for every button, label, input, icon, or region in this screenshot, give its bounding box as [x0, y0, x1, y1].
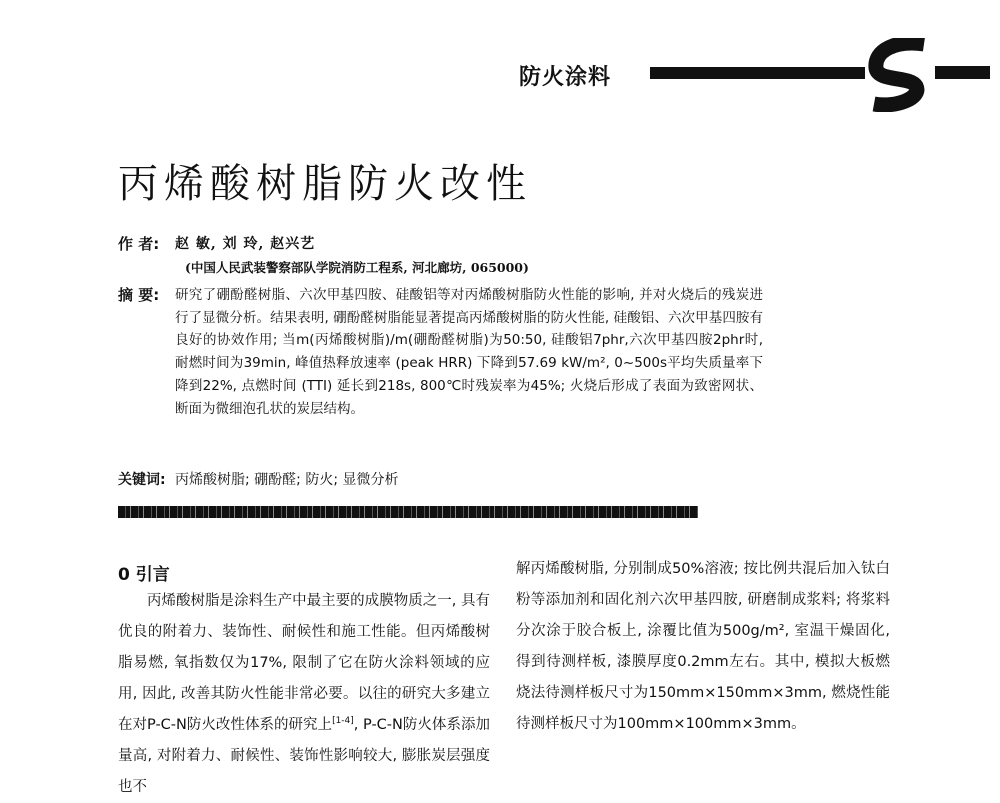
authors-label: 作 者: [118, 235, 160, 253]
affiliation: (中国人民武装警察部队学院消防工程系, 河北廊坊, 065000) [185, 260, 529, 275]
section-label: 防火涂料 [519, 65, 612, 90]
abstract-text: 研究了硼酚醛树脂、六次甲基四胺、硅酸铝等对丙烯酸树脂防火性能的影响, 并对火烧后的残炭进行了显微分析。结果表明, 硼酚醛树脂能显著提高丙烯酸树脂的防火性能, 硅酸铝、六次甲基四胺有良好的协效作用; 当m(丙烯酸树脂)/m(硼酚醛树脂)为50:50, 硅酸铝7phr,六次甲基四胺2phr时, 耐燃时间为39min, 峰值热释放速率 (peak HRR) 下降到57.69 kW/m², 0~500s平均失质量率下降到22%, 点燃时间 (TTI) 延长到218s, 800℃时残炭率为45%; 火烧后形成了表面为致密网状、断面为微细泡孔状的炭层结构。 [175, 287, 763, 417]
left-paragraph-part-2: , P-C-N防火体系添加量高, 对附着力、耐候性、装饰性影响较大, 膨胀炭层强度也不 [118, 717, 490, 795]
left-paragraph-part-1: 丙烯酸树脂是涂料生产中最主要的成膜物质之一, 具有优良的附着力、装饰性、耐候性和施工性能。但丙烯酸树脂易燃, 氧指数仅为17%, 限制了它在防火涂料领域的应用, 因此, 改善其防火性能非常必要。以往的研究大多建立在对P-C-N防火改性体系的研究上 [118, 593, 490, 733]
citation-ref: [1-4] [332, 716, 354, 727]
body-column-right: 解丙烯酸树脂, 分别制成50%溶液; 按比例共混后加入钛白粉等添加剂和固化剂六次甲基四胺, 研磨制成浆料; 将浆料分次涂于胶合板上, 涂覆比值为500g/m², 室温干燥固化, 得到待测样板, 漆膜厚度0.2mm左右。其中, 模拟大板燃烧法待测样板尺寸为150mm×150mm×3mm, 燃烧性能待测样板尺寸为100mm×100mm×3mm。 [516, 561, 890, 732]
abstract-label: 摘 要: [118, 286, 160, 304]
body-column-left [118, 586, 490, 803]
section-heading: 0 引言 [118, 565, 170, 585]
keywords-value: 丙烯酸树脂; 硼酚醛; 防火; 显微分析 [175, 472, 399, 488]
classification-strip [118, 506, 698, 518]
header-rule-tail [935, 66, 990, 79]
article-title: 丙烯酸树脂防火改性 [118, 161, 532, 207]
header-rule [650, 67, 865, 79]
s-logo-icon [866, 38, 936, 112]
keywords-label: 关键词: [118, 472, 166, 488]
authors-value: 赵 敏, 刘 玲, 赵兴艺 [175, 236, 316, 252]
